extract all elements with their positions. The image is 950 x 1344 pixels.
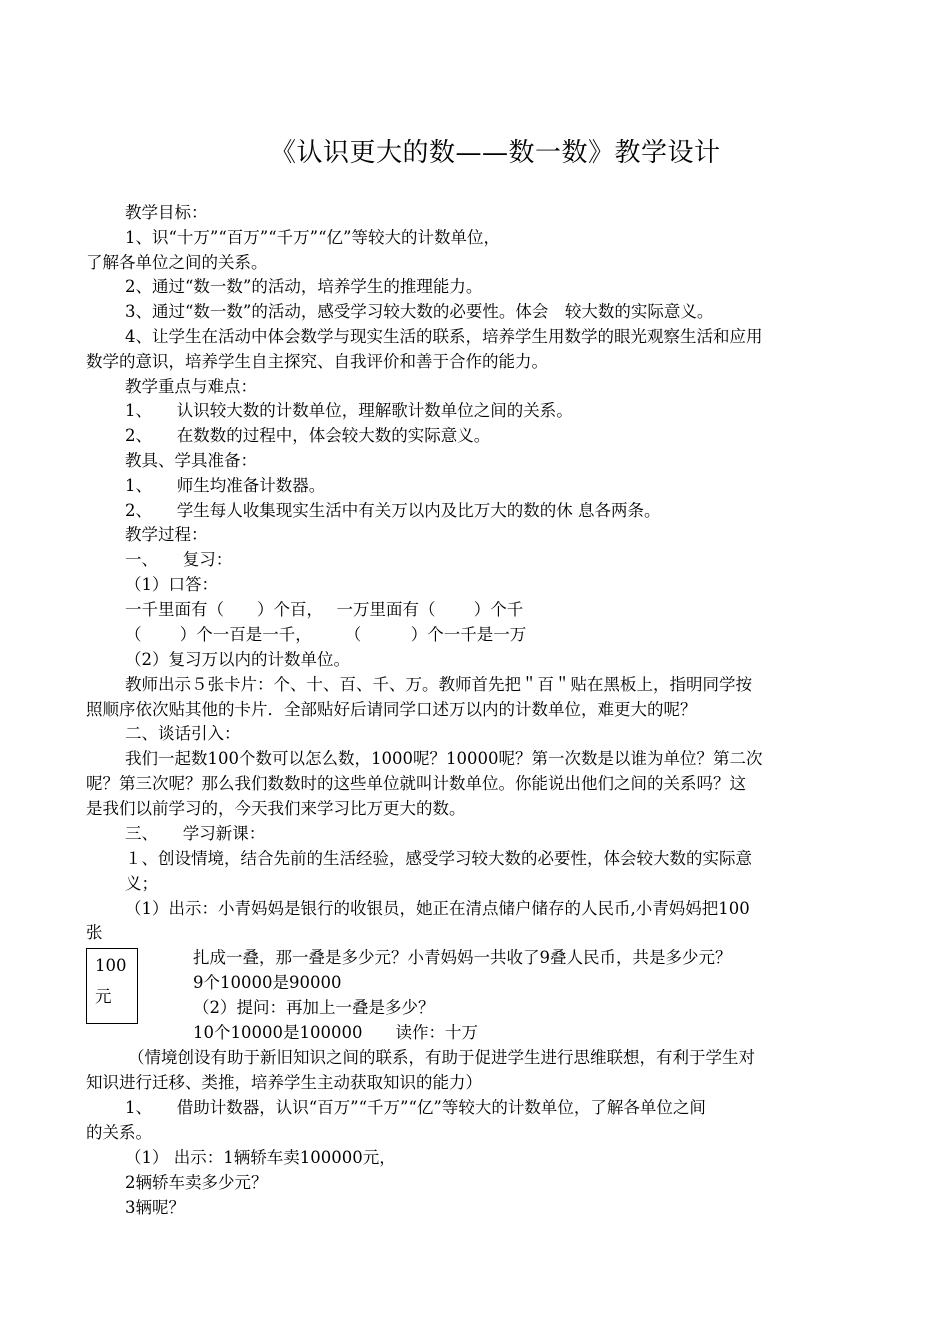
- paragraph-line: 1、 认识较大数的计数单位，理解歌计数单位之间的关系。: [125, 401, 573, 420]
- paragraph-line: 我们一起数100个数可以怎么数，1000呢？10000呢？第一次数是以谁为单位？第二次: [125, 749, 763, 768]
- paragraph-line: 一、 复习：: [125, 550, 233, 569]
- paragraph-line: （2）复习万以内的计数单位。: [125, 650, 350, 669]
- paragraph-line: 三、 学习新课：: [125, 824, 266, 843]
- paragraph-line: （1）出示：小青妈妈是银行的收银员，她正在清点储户储存的人民币,小青妈妈把100: [125, 899, 750, 918]
- paragraph-line: （ ）个一百是一千， （ ）个一千是一万: [125, 625, 527, 644]
- paragraph-line: 3辆呢？: [125, 1198, 185, 1217]
- paragraph-line: 1、识“十万”“百万”“千万”“亿”等较大的计数单位，: [125, 228, 500, 247]
- paragraph-line: 10个10000是100000 读作：十万: [193, 1023, 478, 1042]
- paragraph-line: 一千里面有（ ）个百， 一万里面有（ ）个千: [125, 600, 524, 619]
- paragraph-line: 4、让学生在活动中体会数学与现实生活的联系，培养学生用数学的眼光观察生活和应用: [125, 327, 763, 346]
- paragraph-line: 张: [86, 923, 103, 942]
- paragraph-line: 知识进行迁移、类推，培养学生主动获取知识的能力）: [86, 1073, 482, 1092]
- paragraph-line: （1）口答：: [125, 575, 218, 594]
- paragraph-line: 是我们以前学习的，今天我们来学习比万更大的数。: [86, 799, 466, 818]
- paragraph-line: 照顺序依次贴其他的卡片．全部贴好后请同学口述万以内的计数单位，难更大的呢？: [86, 700, 697, 719]
- paragraph-line: 的关系。: [86, 1123, 152, 1142]
- paragraph-line: （2）提问：再加上一叠是多少？: [193, 998, 435, 1017]
- paragraph-line: 呢？第三次呢？那么我们数数时的这些单位就叫计数单位。你能说出他们之间的关系吗？这: [86, 774, 746, 793]
- section-heading-process: 教学过程：: [125, 525, 208, 544]
- paragraph-line: 教师出示５张卡片：个、十、百、千、万。教师首先把＂百＂贴在黑板上，指明同学按: [125, 675, 752, 694]
- paragraph-line: （1） 出示：1辆轿车卖100000元，: [125, 1148, 396, 1167]
- paragraph-line: 2、通过“数一数”的活动，培养学生的推理能力。: [125, 277, 483, 296]
- section-heading-objectives: 教学目标：: [125, 203, 208, 222]
- section-heading-key-points: 教学重点与难点：: [125, 377, 257, 396]
- section-heading-materials: 教具、学具准备：: [125, 451, 257, 470]
- paragraph-line: 义；: [125, 874, 158, 893]
- paragraph-line: 2辆轿车卖多少元？: [125, 1173, 268, 1192]
- paragraph-line: 扎成一叠，那一叠是多少元？小青妈妈一共收了9叠人民币，共是多少元？: [193, 948, 732, 967]
- paragraph-line: 2、 学生每人收集现实生活中有关万以内及比万大的数的休 息各两条。: [125, 501, 661, 520]
- box-label-amount: 100: [95, 956, 127, 975]
- paragraph-line: （情境创设有助于新旧知识之间的联系，有助于促进学生进行思维联想，有利于学生对: [128, 1048, 755, 1067]
- paragraph-line: 了解各单位之间的关系。: [86, 253, 268, 272]
- paragraph-line: 数学的意识，培养学生自主探究、自我评价和善于合作的能力。: [86, 352, 548, 371]
- document-title: 《认识更大的数——数一数》教学设计: [270, 138, 721, 168]
- box-label-unit: 元: [95, 987, 112, 1006]
- paragraph-line: 1、 借助计数器，认识“百万”“千万”“亿”等较大的计数单位，了解各单位之间: [125, 1098, 706, 1117]
- paragraph-line: 9个10000是90000: [193, 973, 342, 992]
- paragraph-line: 2、 在数数的过程中，体会较大数的实际意义。: [125, 426, 491, 445]
- paragraph-line: 二、谈话引入：: [125, 724, 241, 743]
- paragraph-line: １、创设情境，结合先前的生活经验，感受学习较大数的必要性，体会较大数的实际意: [125, 849, 752, 868]
- paragraph-line: 1、 师生均准备计数器。: [125, 476, 326, 495]
- paragraph-line: 3、通过“数一数”的活动，感受学习较大数的必要性。体会 较大数的实际意义。: [125, 302, 714, 321]
